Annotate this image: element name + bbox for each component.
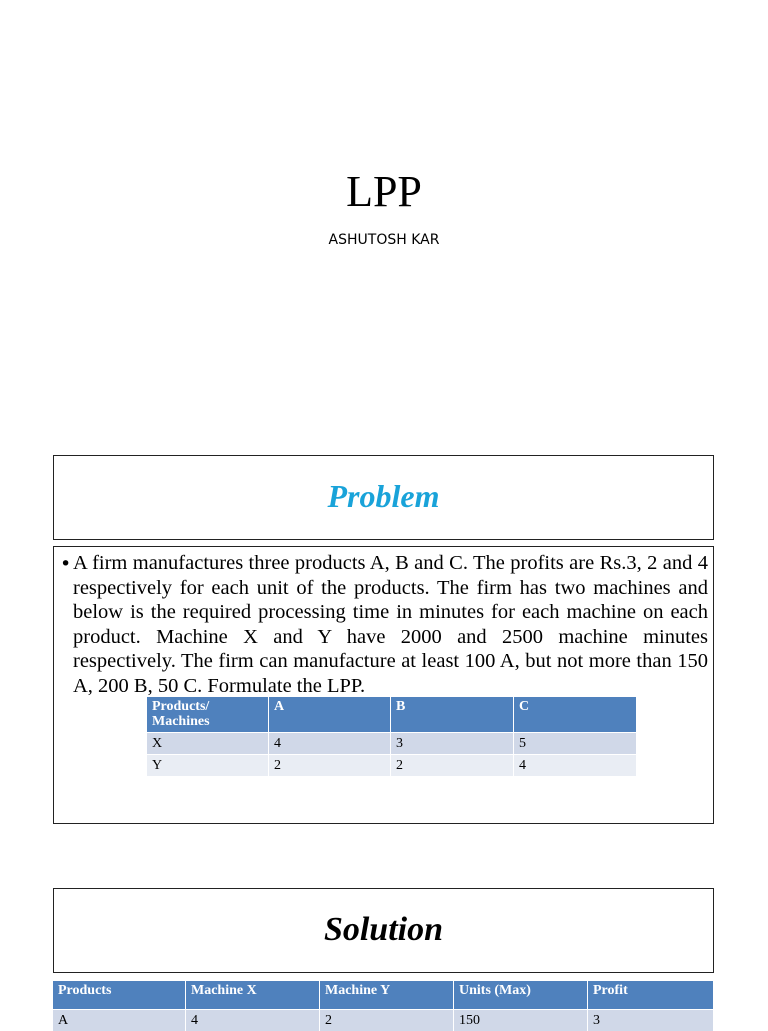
table-cell: X <box>147 733 269 755</box>
column-header: Profit <box>588 981 714 1010</box>
solution-heading-box <box>53 888 714 973</box>
bullet-icon: • <box>60 552 71 576</box>
table-cell: 4 <box>514 755 637 777</box>
column-header: Products/ Machines <box>147 697 269 733</box>
problem-body-box <box>53 546 714 824</box>
processing-time-table <box>147 697 637 776</box>
problem-statement: A firm manufactures three products A, B and C. The profits are Rs.3, 2 and 4 respectively for each unit of the products. The firm has two machines and below is the required processing time in minutes for each machine on each product. Machine X and Y have 2000 and 2500 machine minutes respectively. The firm can manufacture at least 100 A, but not more than 150 A, 200 B, 50 C. Formulate the LPP. <box>73 551 708 698</box>
table-cell: 3 <box>588 1010 714 1031</box>
table-cell: 5 <box>514 733 637 755</box>
table-header-row <box>147 697 637 733</box>
column-header: Machine X <box>186 981 320 1010</box>
slide-title: LPP <box>0 166 768 218</box>
table-cell: 4 <box>186 1010 320 1031</box>
table-cell: Y <box>147 755 269 777</box>
column-header: B <box>391 697 514 733</box>
table-cell: 2 <box>269 755 391 777</box>
author-subtitle: ASHUTOSH KAR <box>0 231 768 249</box>
column-header: Products <box>53 981 186 1010</box>
table-cell: 2 <box>320 1010 454 1031</box>
column-header: Machine Y <box>320 981 454 1010</box>
table-row <box>147 733 637 755</box>
table-header-row <box>53 981 714 1010</box>
table-cell: 4 <box>269 733 391 755</box>
column-header: Units (Max) <box>454 981 588 1010</box>
column-header: A <box>269 697 391 733</box>
table-cell: 3 <box>391 733 514 755</box>
problem-heading-box <box>53 455 714 540</box>
table-cell: A <box>53 1010 186 1031</box>
table-row <box>147 755 637 777</box>
solution-heading: Solution <box>54 911 713 949</box>
table-cell: 2 <box>391 755 514 777</box>
column-header: C <box>514 697 637 733</box>
problem-heading: Problem <box>54 478 713 515</box>
table-cell: 150 <box>454 1010 588 1031</box>
table-row <box>53 1010 714 1031</box>
